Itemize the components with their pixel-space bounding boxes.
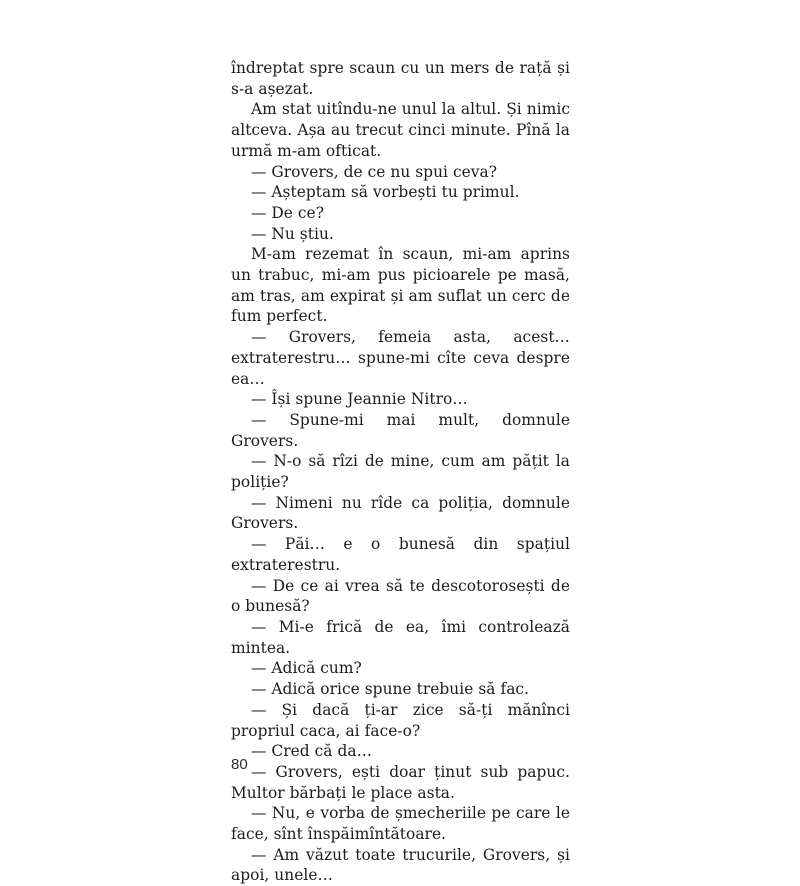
dialog-line: — Și dacă ți-ar zice să-ți mănînci propriul caca, ai face-o? <box>231 700 570 740</box>
dialog-line: — Așteptam să vorbești tu primul. <box>251 183 520 202</box>
paragraph-narration: Am stat uitîndu-ne unul la altul. Și nimic altceva. Așa au trecut cinci minute. Pînă la urmă m-am ofticat. <box>231 100 570 160</box>
dialog-line: — Am văzut toate trucurile, Grovers, și apoi, unele… <box>231 845 570 885</box>
dialog-line: — De ce ai vrea să te descotorosești de o bunesă? <box>231 576 570 616</box>
page-body-text <box>231 58 570 886</box>
page-number: 80 <box>231 756 248 773</box>
dialog-line: — Spune-mi mai mult, domnule Grovers. <box>231 410 570 450</box>
dialog-line: — Grovers, ești doar ținut sub papuc. Multor bărbați le place asta. <box>231 762 570 802</box>
dialog-line: — Mi-e frică de ea, îmi controlează mintea. <box>231 617 570 657</box>
dialog-line: — Nimeni nu rîde ca poliția, domnule Grovers. <box>231 493 570 533</box>
dialog-line: — Grovers, femeia asta, acest… extraterestru… spune-mi cîte ceva despre ea… <box>231 328 570 388</box>
dialog-line: — De ce? <box>251 203 325 222</box>
dialog-line: — Adică orice spune trebuie să fac. <box>251 680 530 699</box>
dialog-line: — Păi… e o bunesă din spațiul extraterestru. <box>231 535 570 574</box>
dialog-line: — N-o să rîzi de mine, cum am pățit la poliție? <box>231 452 570 492</box>
dialog-line: — Adică cum? <box>251 659 362 678</box>
paragraph-continuation: îndreptat spre scaun cu un mers de rață și s-a așezat. <box>231 59 570 98</box>
dialog-line: — Grovers, de ce nu spui ceva? <box>251 162 498 181</box>
dialog-line: — Cred că da… <box>251 742 373 761</box>
dialog-line: — Nu știu. <box>251 224 334 243</box>
dialog-line: — Își spune Jeannie Nitro… <box>251 390 468 409</box>
paragraph-narration: M-am rezemat în scaun, mi-am aprins un trabuc, mi-am pus picioarele pe masă, am tras, am expirat și am suflat un cerc de fum perfect. <box>231 245 570 326</box>
dialog-line: — Nu, e vorba de șmecheriile pe care le face, sînt înspăimîntătoare. <box>231 804 570 844</box>
